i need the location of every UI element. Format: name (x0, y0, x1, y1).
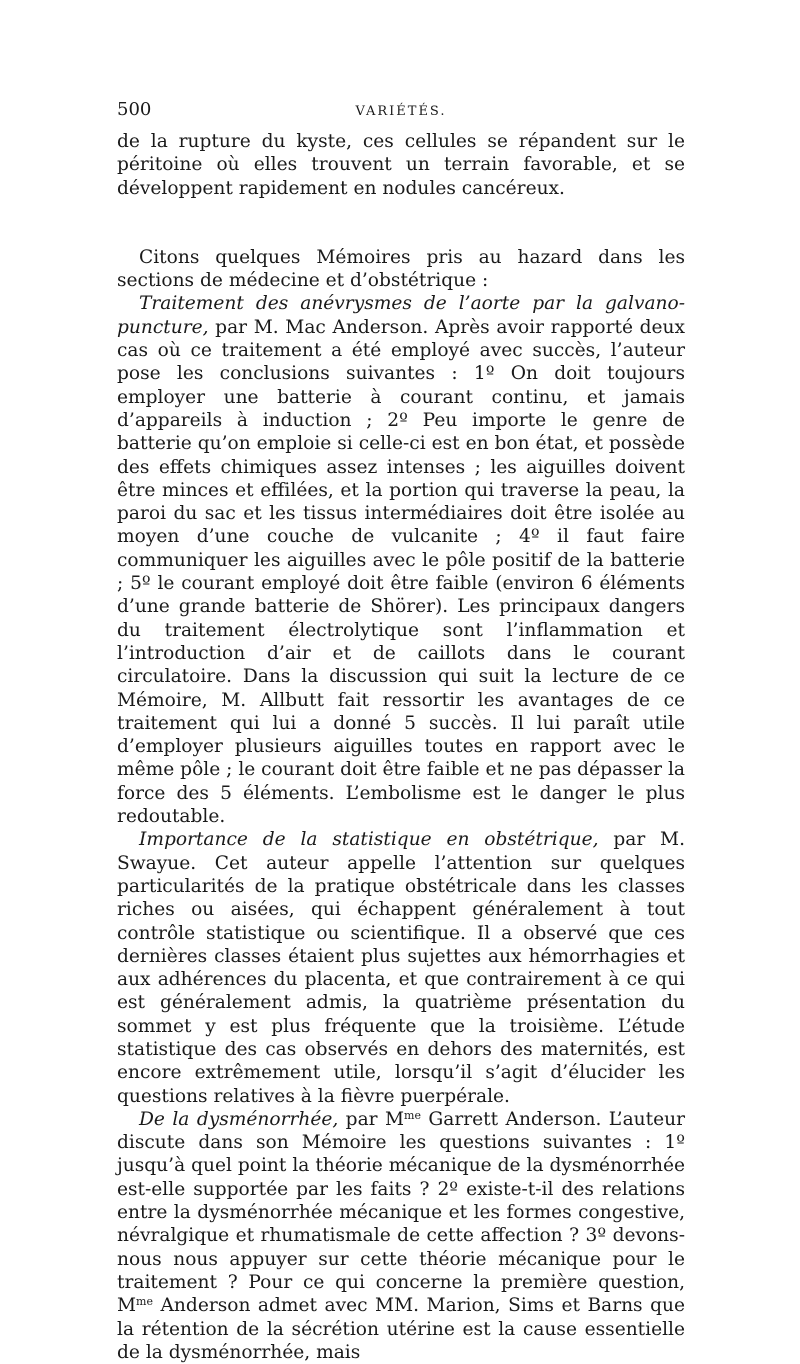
superscript: me (136, 1295, 153, 1309)
paragraph-gap (117, 200, 685, 246)
superscript: me (404, 1108, 421, 1122)
paragraph-text: Citons quelques Mémoires pris au hazard dans les sections de médecine et d’obstétrique : (117, 246, 685, 292)
page-header (117, 96, 685, 126)
body-text (117, 130, 685, 1364)
paragraph-continuation (117, 130, 685, 200)
paragraph-text: par M. Swayue. Cet auteur appelle l’attention sur quelques particularités de la pratique obstétricale dans les classes riches ou aisées, qui échappent généralement à tout contrôle statistique ou scientifique. Il a observé que ces dernières classes étaient plus sujettes aux hémorrhagies et aux adhérences du placenta, et que contrairement à ce qui est généralement admis, la quatrième présentation du sommet y est plus fréquente que la troisième. L’étude statistique des cas observés en dehors des maternités, est encore extrêmement utile, lorsqu’il s’agit d’élucider les questions relatives à la fièvre puerpérale. (117, 829, 685, 1107)
paragraph-statistics (117, 828, 685, 1108)
memoir-title: Traitement des anévrysmes de l’aorte par la galvano-puncture, (117, 293, 685, 338)
paragraph-dysmenorrhea (117, 1108, 685, 1364)
paragraph-text: Anderson admet avec MM. Marion, Sims et Barns que la rétention de la sécrétion utérine est la cause essentielle de la dysménorrhée, mais (117, 1295, 685, 1363)
paragraph-text: par M (338, 1108, 405, 1130)
paragraph-text: de la rupture du kyste, ces cellules se répandent sur le péritoine où elles trouvent un terrain favorable, et se développent rapidement en nodules cancéreux. (117, 131, 685, 199)
paragraph-aneurysm (117, 292, 685, 828)
paragraph-text: par M. Mac Anderson. Après avoir rapporté deux cas où ce traitement a été employé avec succès, l’auteur pose les conclusions suivantes : 1º On doit toujours employer une batterie à courant continu, et jamais d’appareils à induction ; 2º Peu importe le genre de batterie qu’on emploie si celle-ci est en bon état, et possède des effets chimiques assez intenses ; les aiguilles doivent être minces et effilées, et la portion qui traverse la peau, la paroi du sac et les tissus intermédiaires doit être isolée au moyen d’une couche de vulcanite ; 4º il faut faire communiquer les aiguilles avec le pôle positif de la batterie ; 5º le courant employé doit être faible (environ 6 éléments d’une grande batterie de Shörer). Les principaux dangers du traitement électrolytique sont l’inflammation et l’introduction d’air et de caillots dans le courant circulatoire. Dans la discussion qui suit la lecture de ce Mémoire, M. Allbutt fait ressortir les avantages de ce traitement qui lui a donné 5 succès. Il lui paraît utile d’employer plusieurs aiguilles toutes en rapport avec le même pôle ; le courant doit être faible et ne pas dépasser la force des 5 éléments. L’embolisme est le danger le plus redoutable. (117, 316, 685, 828)
page-number: 500 (117, 99, 152, 120)
running-head: VARIÉTÉS. (355, 104, 447, 119)
paragraph-text: Garrett Anderson. L’auteur discute dans son Mémoire les questions suivantes : 1º jusqu’à quel point la théorie mécanique de la dysménorrhée est-elle supportée par les faits ? 2º existe-t-il des relations entre la dysménorrhée mécanique et les formes congestive, névralgique et rhumatismale de cette affection ? 3º devons-nous nous appuyer sur cette théorie mécanique pour le traitement ? Pour ce qui concerne la première question, M (117, 1108, 685, 1317)
memoir-title: Importance de la statistique en obstétrique, (139, 829, 599, 851)
memoir-title: De la dysménorrhée, (139, 1108, 339, 1130)
paragraph-intro (117, 246, 685, 293)
